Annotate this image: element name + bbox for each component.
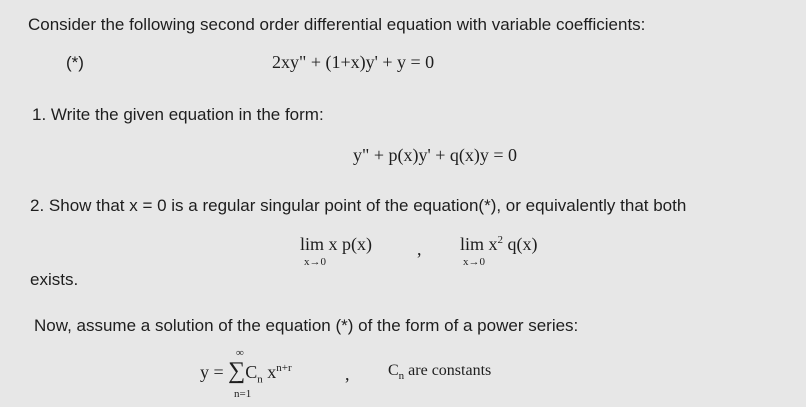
question-1: 1. Write the given equation in the form: xyxy=(32,105,324,124)
series-coefficient-subscript: n xyxy=(257,373,263,386)
intro-text: Consider the following second order differential equation with variable coefficients: xyxy=(28,15,646,34)
limit-x-p: lim x p(x) xyxy=(300,234,372,254)
main-equation: 2xy" + (1+x)y' + y = 0 xyxy=(272,52,435,72)
limit-x2-q-exponent: 2 xyxy=(497,234,504,246)
constants-note xyxy=(388,362,491,382)
limit-separator: , xyxy=(417,239,422,259)
constants-text: are constants xyxy=(404,362,492,379)
sum-lower-limit: n=1 xyxy=(234,388,252,400)
series-x: x xyxy=(262,362,277,382)
series-separator: , xyxy=(345,364,350,384)
limit-x-p-subscript: x→0 xyxy=(304,256,326,268)
standard-form-equation: y" + p(x)y' + q(x)y = 0 xyxy=(353,145,518,165)
assumption-text: Now, assume a solution of the equation (*) of the form of a power series: xyxy=(34,316,579,335)
series-coefficient: C xyxy=(245,362,258,382)
limit-x2-q-post: q(x) xyxy=(503,234,538,254)
series-lhs: y = xyxy=(200,362,229,382)
limit-x2-q-subscript: x→0 xyxy=(463,256,485,268)
series-equation xyxy=(200,358,292,386)
series-exponent: n+r xyxy=(276,362,292,374)
question-2: 2. Show that x = 0 is a regular singular point of the equation(*), or equivalently that both xyxy=(30,196,687,215)
constants-c-subscript: n xyxy=(398,370,405,383)
sigma-symbol: ∑ xyxy=(228,358,246,384)
sum-upper-limit: ∞ xyxy=(236,347,244,359)
exists-text: exists. xyxy=(30,270,79,289)
limit-x2-q xyxy=(460,234,538,255)
equation-tag: (*) xyxy=(66,53,84,72)
constants-c: C xyxy=(388,362,399,379)
limit-x2-q-pre: lim x xyxy=(460,234,498,254)
